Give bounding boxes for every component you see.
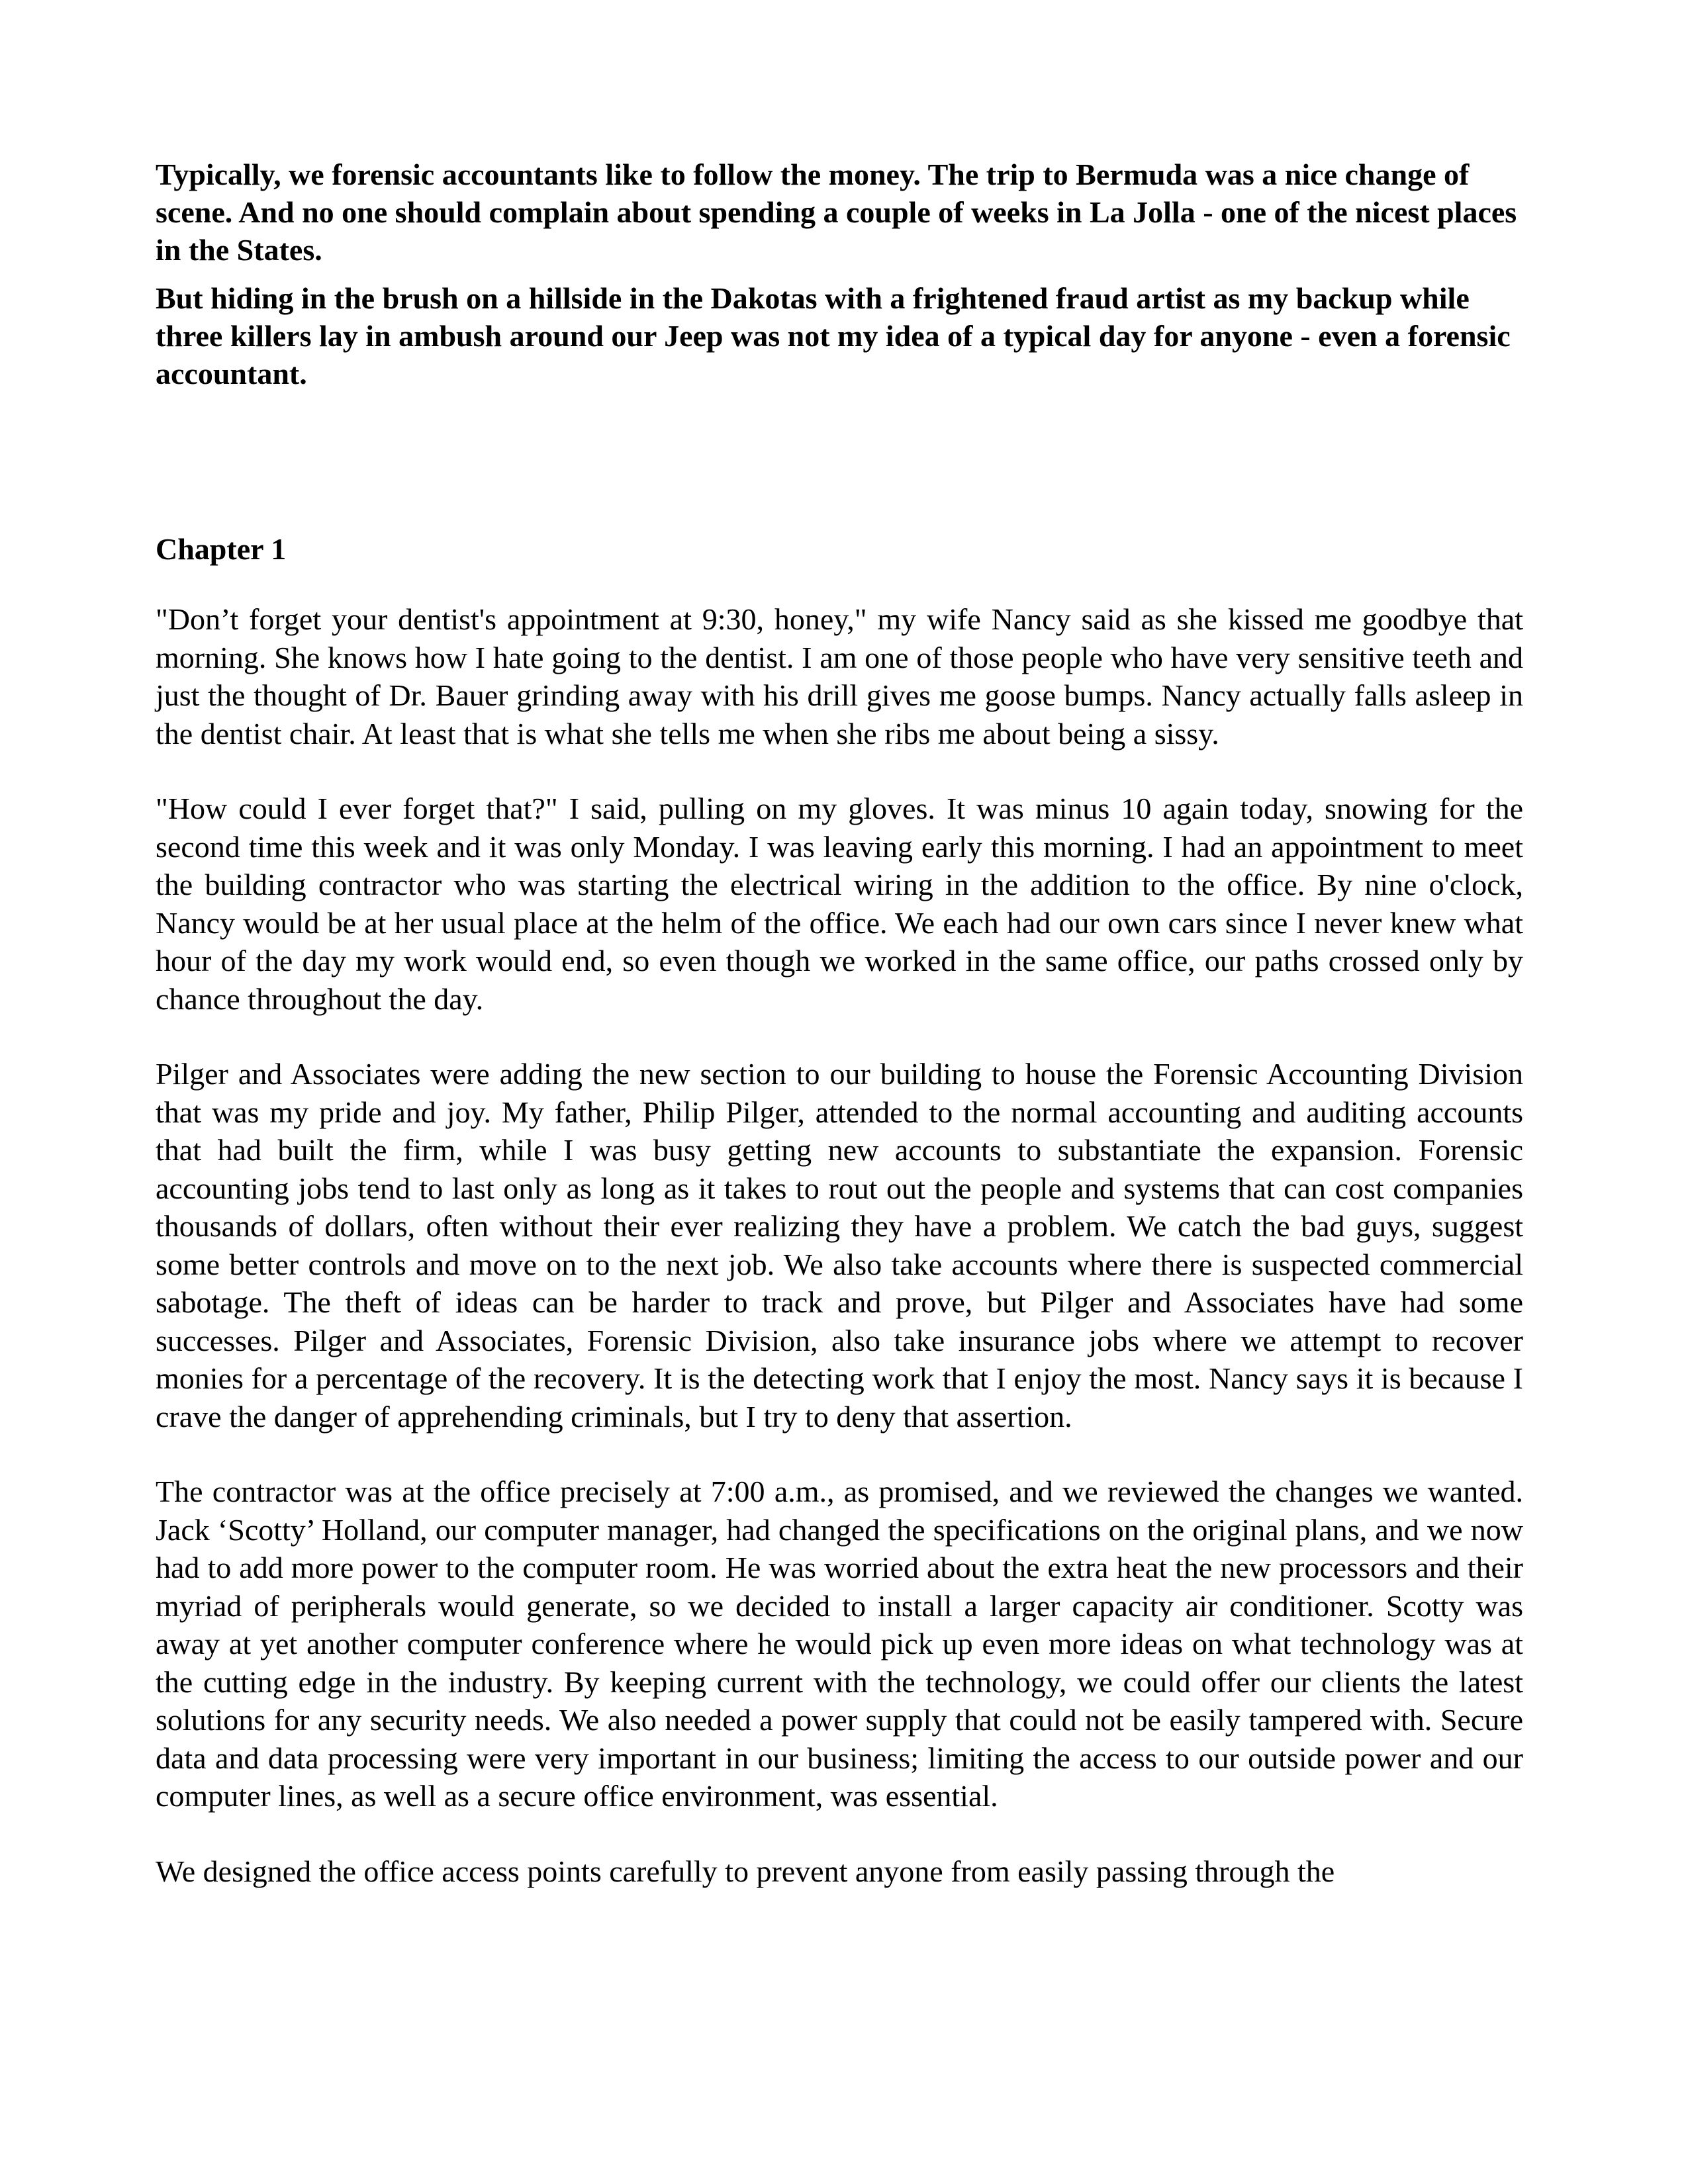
body-paragraph-5: We designed the office access points carefully to prevent anyone from easily passing through the [156, 1854, 1335, 1888]
document-page [156, 156, 1523, 1927]
blurb-paragraph-1: Typically, we forensic accountants like to follow the money. The trip to Bermuda was a nice change of scene. And no one should complain about spending a couple of weeks in La Jolla - one of the nicest places in the States. [156, 158, 1517, 267]
blurb-paragraph-2: But hiding in the brush on a hillside in the Dakotas with a frightened fraud artist as my backup while three killers lay in ambush around our Jeep was not my idea of a typical day for anyone - even a forensic accountant. [156, 281, 1511, 390]
body-paragraph-3: Pilger and Associates were adding the new section to our building to house the Forensic Accounting Division that was my pride and joy. My father, Philip Pilger, attended to the normal accounting and auditing accounts that had built the firm, while I was busy getting new accounts to substantiate the expansion. Forensic accounting jobs tend to last only as long as it takes to rout out the people and systems that can cost companies thousands of dollars, often without their ever realizing they have a problem. We catch the bad guys, suggest some better controls and move on to the next job. We also take accounts where there is suspected commercial sabotage. The theft of ideas can be harder to track and prove, but Pilger and Associates have had some successes. Pilger and Associates, Forensic Division, also take insurance jobs where we attempt to recover monies for a percentage of the recovery. It is the detecting work that I enjoy the most. Nancy says it is because I crave the danger of apprehending criminals, but I try to deny that assertion. [156, 1057, 1523, 1433]
body-paragraph-4: The contractor was at the office precisely at 7:00 a.m., as promised, and we reviewed the changes we wanted. Jack ‘Scotty’ Holland, our computer manager, had changed the specifications on the original plans, and we now had to add more power to the computer room. He was worried about the extra heat the new processors and their myriad of peripherals would generate, so we decided to install a larger capacity air conditioner. Scotty was away at yet another computer conference where he would pick up even more ideas on what technology was at the cutting edge in the industry. By keeping current with the technology, we could offer our clients the latest solutions for any security needs. We also needed a power supply that could not be easily tampered with. Secure data and data processing were very important in our business; limiting the access to our outside power and our computer lines, as well as a secure office environment, was essential. [156, 1475, 1523, 1813]
body-paragraph-1: "Don’t forget your dentist's appointment at 9:30, honey," my wife Nancy said as she kissed me goodbye that morning. She knows how I hate going to the dentist. I am one of those people who have very sensitive teeth and just the thought of Dr. Bauer grinding away with his drill gives me goose bumps. Nancy actually falls asleep in the dentist chair. At least that is what she tells me when she ribs me about being a sissy. [156, 602, 1523, 751]
body-paragraph-2: "How could I ever forget that?" I said, pulling on my gloves. It was minus 10 again today, snowing for the second time this week and it was only Monday. I was leaving early this morning. I had an appointment to meet the building contractor who was starting the electrical wiring in the addition to the office. By nine o'clock, Nancy would be at her usual place at the helm of the office. We each had our own cars since I never knew what hour of the day my work would end, so even though we worked in the same office, our paths crossed only by chance throughout the day. [156, 792, 1523, 1016]
chapter-title: Chapter 1 [156, 532, 287, 566]
